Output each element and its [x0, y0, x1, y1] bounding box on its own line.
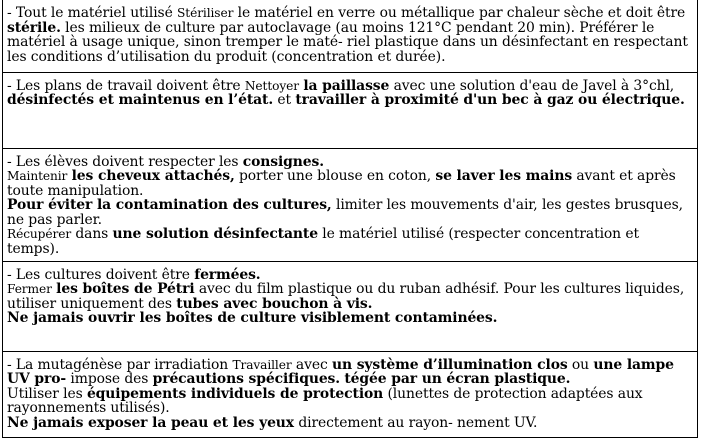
table-row — [3, 72, 698, 148]
small-text: Travailler — [232, 357, 292, 372]
bold-text: une solution désinfectante — [112, 226, 318, 243]
text-run: - Les plans de travail doivent être — [7, 77, 245, 94]
bold-text: travailler à proximité d'un bec à gaz ou électrique. — [295, 92, 685, 109]
table-cell — [3, 72, 698, 148]
bold-text: équipements individuels de protection — [86, 385, 384, 402]
bold-text: un système d’illumination clos — [331, 356, 568, 373]
text-run: le matériel en verre ou métallique par chaleur sèche et doit être — [233, 5, 686, 21]
bold-text: désinfectés et maintenus en l’état. — [7, 92, 274, 109]
bold-text: une lampe UV pro- — [7, 356, 674, 388]
bold-text: consignes. — [242, 153, 324, 170]
text-run: et — [273, 92, 296, 109]
bold-text: précautions spécifiques. — [152, 371, 341, 388]
table-row — [3, 0, 698, 72]
text-run: (lunettes de protection adaptées aux rayonnements utilisés). — [7, 385, 643, 417]
bold-text: se laver les mains — [435, 168, 573, 185]
bold-text: les cheveux attachés, — [71, 168, 235, 185]
bold-text: Ne jamais ouvrir les boîtes de culture visiblement contaminées. — [7, 310, 498, 327]
text-run: avec du film plastique ou du ruban adhésif. Pour les cultures liquides, utiliser uniquement des — [7, 281, 685, 312]
bold-text: Ne jamais exposer la peau et les yeux — [7, 415, 294, 432]
bold-text: fermées. — [194, 266, 261, 283]
text-run: avant et après toute manipulation. — [7, 168, 676, 199]
table-body — [3, 0, 698, 437]
bold-text: tégée par un écran plastique. — [344, 371, 571, 388]
text-run: impose des — [66, 371, 153, 388]
text-run: - Tout le matériel utilisé — [7, 5, 178, 21]
text-run: - La mutagénèse par irradiation — [7, 356, 233, 373]
table-cell — [3, 148, 698, 261]
bold-text: stérile. — [7, 19, 61, 36]
small-text: Nettoyer — [244, 78, 299, 93]
text-run: limiter les mouvements d'air, les gestes brusques, ne pas parler. — [7, 197, 683, 228]
text-run: - Les cultures doivent être — [7, 266, 195, 283]
text-run: dans — [71, 226, 113, 243]
bold-text: les boîtes de Pétri — [56, 281, 195, 298]
text-run: les milieux de culture par autoclavage (au moins 121°C pendant 20 min). Préférer le matériel à usage unique, sinon tremper le maté- riel plastique dans un désinfectant en respectant les conditions d’utilisation du produit (concentration et durée). — [7, 19, 688, 65]
small-text: Stériliser — [177, 6, 234, 20]
table-cell — [3, 351, 698, 437]
bold-text: la paillasse — [303, 77, 390, 94]
safety-rules-table — [2, 0, 698, 438]
table-row — [3, 148, 698, 261]
text-run: directement au rayon- nement UV. — [294, 415, 538, 432]
small-text: Récupérer — [7, 227, 72, 242]
small-text: Fermer — [7, 282, 52, 297]
bold-text: tubes avec bouchon à vis. — [176, 295, 373, 312]
table-cell — [3, 261, 698, 351]
text-run: ou — [567, 356, 594, 373]
bold-text: Pour éviter la contamination des cultures, — [7, 197, 332, 214]
text-run: avec une solution d'eau de Javel à 3°chl, — [389, 77, 675, 94]
text-run: avec — [291, 356, 332, 373]
text-run: le matériel utilisé (respecter concentration et temps). — [7, 226, 639, 258]
small-text: Maintenir — [7, 169, 68, 184]
text-run: Utiliser les — [7, 385, 87, 402]
table-row — [3, 261, 698, 351]
text-run: - Les élèves doivent respecter les — [7, 153, 243, 170]
table-row — [3, 351, 698, 437]
table-cell — [3, 0, 698, 72]
text-run: porter une blouse en coton, — [234, 168, 436, 185]
